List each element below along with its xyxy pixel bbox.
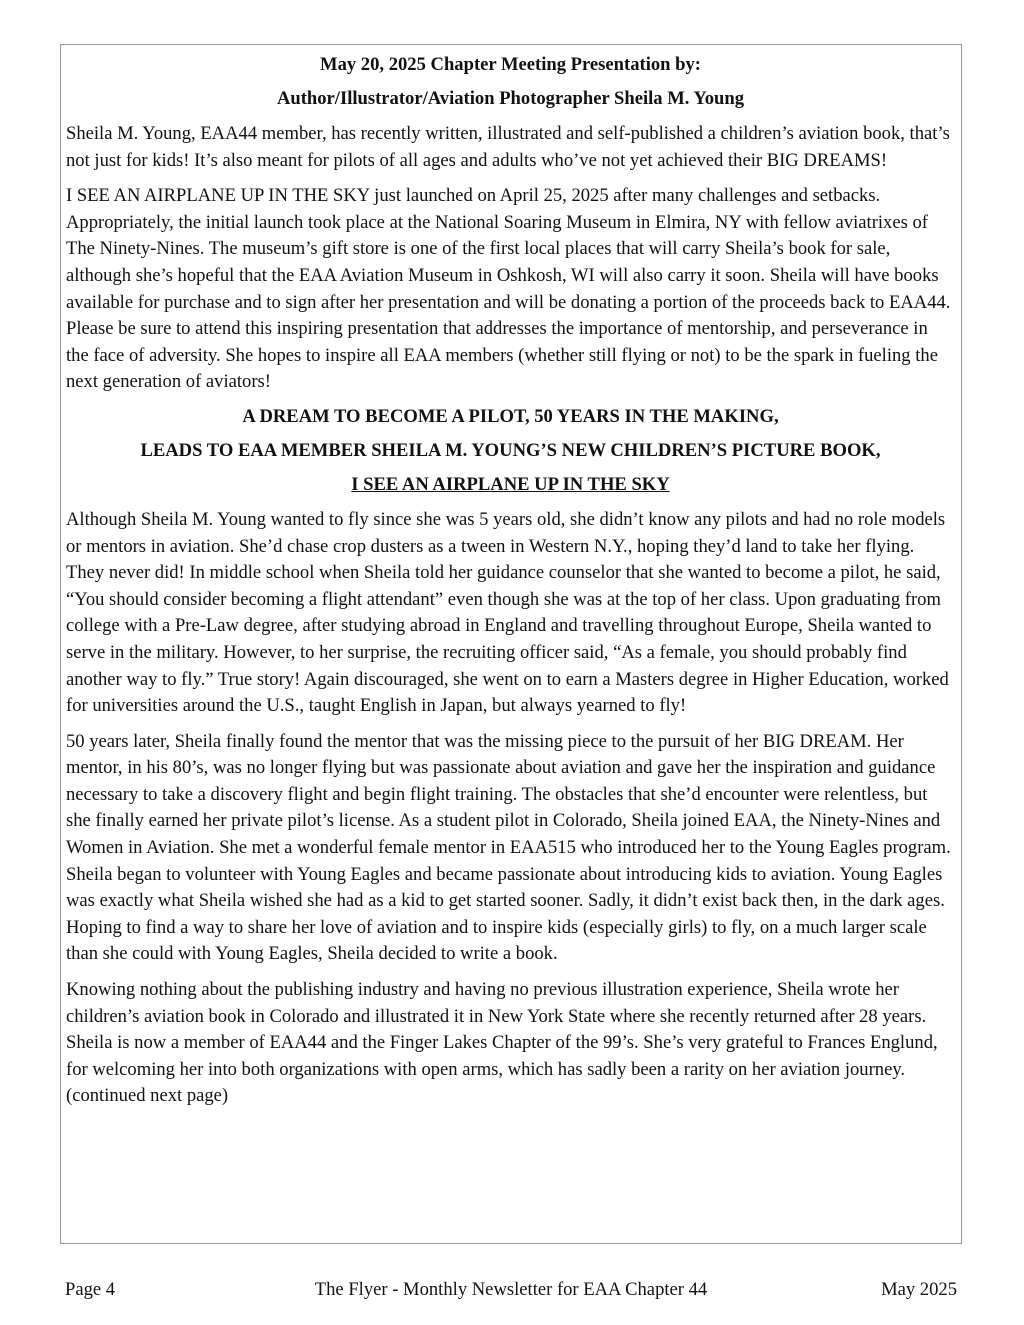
newsletter-title: The Flyer - Monthly Newsletter for EAA Chapter 44 <box>314 1279 708 1300</box>
article-paragraph-1: Although Sheila M. Young wanted to fly since she was 5 years old, she didn’t know any pilots and had no role models or mentors in aviation. She’d chase crop dusters as a tween in Western N.Y., hoping they’d land to take her flying. They never did! In middle school when Sheila told her guidance counselor that she wanted to become a pilot, he said, “You should consider becoming a flight attendant” even though she was at the top of her class. Upon graduating from college with a Pre-Law degree, after studying abroad in England and travelling throughout Europe, Sheila wanted to serve in the military. However, to her surprise, the recruiting officer said, “As a female, you should probably find another way to fly.” True story! Again discouraged, she went on to earn a Masters degree in Higher Education, worked for universities around the U.S., taught English in Japan, but always yearned to fly! <box>66 508 949 717</box>
intro-paragraph-2: I SEE AN AIRPLANE UP IN THE SKY just launched on April 25, 2025 after many challenges and setbacks. Appropriately, the initial launch took place at the National Soaring Museum in Elmira, NY with fellow aviatrixes of The Ninety-Nines. The museum’s gift store is one of the first local places that will carry Sheila’s book for sale, although she’s hopeful that the EAA Aviation Museum in Oshkosh, WI will also carry it soon. Sheila will have books available for purchase and to sign after her presentation and will be donating a portion of the proceeds back to EAA44. Please be sure to attend this inspiring presentation that addresses the importance of mentorship, and perseverance in the face of adversity. She hopes to inspire all EAA members (whether still flying or not) to be the spark in fueling the next generation of aviators! <box>66 185 951 393</box>
page-footer <box>65 1276 957 1304</box>
meeting-heading: May 20, 2025 Chapter Meeting Presentation by: <box>320 54 701 75</box>
issue-date: May 2025 <box>881 1279 957 1300</box>
article-paragraph-3 <box>66 977 955 1110</box>
article-headline-book-title: I SEE AN AIRPLANE UP IN THE SKY <box>351 473 670 495</box>
article-box <box>60 44 962 1244</box>
presenter-heading: Author/Illustrator/Aviation Photographer Sheila M. Young <box>276 88 745 109</box>
article-headline-2: LEADS TO EAA MEMBER SHEILA M. YOUNG’S NEW CHILDREN’S PICTURE BOOK, <box>140 439 881 461</box>
intro-paragraph-1: Sheila M. Young, EAA44 member, has recently written, illustrated and self-published a children’s aviation book, that’s not just for kids! It’s also meant for pilots of all ages and adults who’ve not yet achieved their BIG DREAMS! <box>66 123 950 171</box>
article-headline-1: A DREAM TO BECOME A PILOT, 50 YEARS IN THE MAKING, <box>242 405 779 427</box>
article-paragraph-2: 50 years later, Sheila finally found the mentor that was the missing piece to the pursuit of her BIG DREAM. Her mentor, in his 80’s, was no longer flying but was passionate about aviation and gave her the inspiration and guidance necessary to take a discovery flight and begin flight training. The obstacles that she’d encounter were relentless, but she finally earned her private pilot’s license. As a student pilot in Colorado, Sheila joined EAA, the Ninety-Nines and Women in Aviation. She met a wonderful female mentor in EAA515 who introduced her to the Young Eagles program. Sheila began to volunteer with Young Eagles and became passionate about introducing kids to aviation. Young Eagles was exactly what Sheila wished she had as a kid to get started sooner. Sadly, it didn’t exist back then, in the dark ages. Hoping to find a way to share her love of aviation and to inspire kids (especially girls) to fly, on a much larger scale than she could with Young Eagles, Sheila decided to write a book. <box>66 730 951 965</box>
article-paragraph-3-text: Knowing nothing about the publishing industry and having no previous illustration experience, Sheila wrote her children’s aviation book in Colorado and illustrated it in New York State where she recently returned after 28 years. Sheila is now a member of EAA44 and the Finger Lakes Chapter of the 99’s. She’s very grateful to Frances Englund, for welcoming her into both organizations with open arms, which has sadly been a rarity on her aviation journey. <box>66 979 938 1080</box>
continued-note: (continued next page) <box>66 1085 229 1107</box>
page-number: Page 4 <box>65 1279 116 1300</box>
